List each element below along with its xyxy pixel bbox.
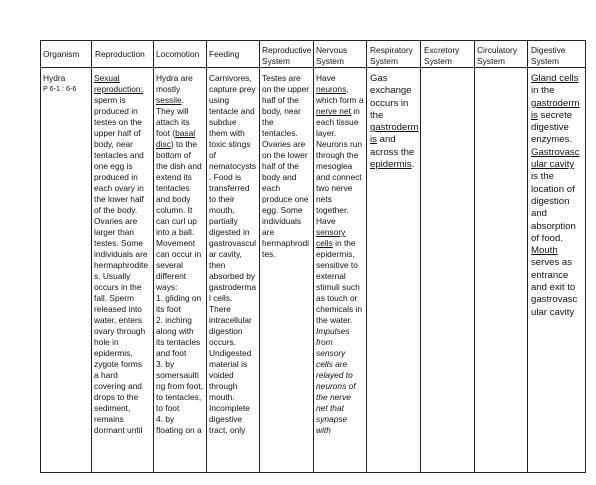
header-respiratory-system: Respiratory System — [370, 45, 413, 66]
cell-line: bottom of — [156, 150, 191, 160]
cell-line: remains — [94, 414, 124, 424]
cell-line: sensitive to — [316, 260, 358, 270]
column-divider — [585, 40, 586, 473]
cell-line: sperm is — [94, 95, 126, 105]
cell-line: Neurons run — [316, 139, 363, 149]
cell-line: the dish and — [156, 161, 202, 171]
cell-line: neurons, — [316, 84, 349, 94]
cell-line: one egg is — [94, 161, 133, 171]
cell-line: nets — [316, 194, 332, 204]
cell-line: stimuli such — [316, 282, 360, 292]
cell-line: through — [209, 381, 238, 391]
cell-line: subdue — [209, 117, 237, 127]
cell-line: ar cavity, — [209, 249, 242, 259]
cell-line: each ovary in — [94, 183, 144, 193]
cell-line: Movement — [156, 238, 196, 248]
header-nervous-system: Nervous System — [316, 45, 348, 66]
header-reproductive-system: Reproductive System — [262, 45, 312, 66]
cell-line: gastroderm — [370, 122, 419, 134]
cell-line: the water. — [316, 315, 353, 325]
cell-line: 1. gliding on — [156, 293, 202, 303]
cell-line: toxic stings — [209, 139, 251, 149]
cell-line: ular cavity — [531, 306, 575, 318]
cell-line: produced in — [94, 172, 138, 182]
cell-line: layer. — [316, 128, 337, 138]
cell-line: occurs in the — [94, 282, 142, 292]
cell-line: digestive — [209, 414, 243, 424]
cell-line: cells in the — [316, 238, 356, 248]
cell-line: exchange — [370, 85, 412, 97]
cell-line: sessile. — [156, 95, 184, 105]
cell-line: as touch or — [316, 293, 358, 303]
cell-line: are — [262, 227, 275, 237]
cell-line: with — [316, 425, 331, 435]
cell-line: body, near — [94, 139, 133, 149]
cell-line: can occur in — [156, 249, 202, 259]
cell-line: Gastrovasc — [531, 146, 580, 158]
cell-line: mesoglea — [316, 161, 353, 171]
cell-line: from — [316, 337, 333, 347]
header-reproduction: Reproduction — [95, 49, 145, 59]
cell-line: through the — [316, 150, 359, 160]
cell-line: Gas — [370, 73, 388, 84]
cell-line: individuals are — [94, 249, 148, 259]
cell-line: covering and — [94, 381, 142, 391]
organism-table — [40, 40, 586, 473]
cell-line: half of the — [262, 95, 299, 105]
cell-organism — [43, 73, 76, 93]
cell-line: Ovaries are — [262, 139, 306, 149]
cell-line: is secrete — [531, 109, 573, 121]
cell-line: s. Usually — [94, 271, 131, 281]
cell-line: ular cavity — [531, 159, 575, 171]
cell-line: to foot — [156, 403, 180, 413]
cell-line: material is — [209, 359, 248, 369]
cell-line: relayed to — [316, 370, 353, 380]
cell-line: the lower half — [94, 194, 144, 204]
organism-name: Hydra — [43, 73, 66, 83]
cell-line: fall. Sperm — [94, 293, 135, 303]
cell-line: testes. Some — [94, 238, 143, 248]
cell-line: Incomplete — [209, 403, 250, 413]
header-organism: Organism — [43, 49, 80, 59]
cell-line: net that — [316, 403, 344, 413]
cell-line: mostly — [156, 84, 181, 94]
cell-line: nerve net in — [316, 106, 360, 116]
cell-line: larger than — [94, 227, 135, 237]
cell-line: epidermis, — [316, 249, 355, 259]
column-divider — [527, 40, 528, 473]
cell-line: occurs in — [370, 97, 409, 109]
cell-line: reproduction: — [94, 84, 143, 94]
cell-line: a hard — [94, 370, 118, 380]
cell-line: tract, only — [209, 425, 246, 435]
header-digestive-system: Digestive System — [531, 45, 566, 66]
cell-line: them with — [209, 128, 245, 138]
column-divider — [420, 40, 421, 473]
cell-line: zygote forms — [94, 359, 142, 369]
cell-line: produce one — [262, 194, 309, 204]
cell-line: synapse — [316, 414, 348, 424]
cell-line: digestion — [531, 195, 570, 207]
cell-line: chemicals in — [316, 304, 363, 314]
cell-line: enzymes. — [531, 134, 573, 146]
cell-line: digestion — [209, 326, 243, 336]
cell-line: 4. by — [156, 414, 175, 424]
cell-line: tentacles and — [94, 150, 144, 160]
header-locomotion: Locomotion — [156, 49, 200, 59]
cell-line: disc) to the — [156, 139, 197, 149]
cell-line: upper half of — [94, 128, 141, 138]
cell-line: hermaphrodi — [262, 238, 310, 248]
cell-line: of food. — [531, 232, 564, 244]
cell-line: intracellular — [209, 315, 252, 325]
cell-line: Undigested — [209, 348, 252, 358]
cell-line: They will — [156, 106, 189, 116]
cell-reproduction — [94, 73, 148, 436]
cell-line: two nerve — [316, 183, 353, 193]
cell-line: digested in — [209, 227, 250, 237]
cell-line: Gland cells — [531, 73, 579, 84]
cell-line: in the — [531, 85, 555, 97]
cell-line: body, near — [262, 106, 301, 116]
cell-locomotion — [156, 73, 203, 436]
cell-line: testes on the — [94, 117, 142, 127]
cell-line: together. — [316, 205, 349, 215]
cell-line: l cells. — [209, 293, 233, 303]
page-reference: P 6-1 : 6-6 — [43, 84, 77, 93]
cell-line: column. It — [156, 205, 193, 215]
cell-line: its foot — [156, 304, 181, 314]
cell-line: hermaphrodite — [94, 260, 149, 270]
cell-line: tentacles — [156, 183, 190, 193]
cell-line: and — [531, 208, 548, 220]
cell-line: Sexual — [94, 73, 120, 83]
cell-line: using — [209, 95, 230, 105]
header-excretory-system: Excretory System — [424, 45, 460, 66]
cell-line: digestive — [531, 122, 569, 134]
cell-line: transferred — [209, 183, 250, 193]
header-circulatory-system: Circulatory System — [477, 45, 518, 66]
cell-line: then — [209, 260, 226, 270]
cell-line: body and — [262, 172, 297, 182]
cell-line: drops to the — [94, 392, 139, 402]
cell-line: and foot — [156, 348, 187, 358]
cell-line: each tissue — [316, 117, 359, 127]
cell-line: different — [156, 271, 187, 281]
cell-line: released into — [94, 304, 142, 314]
cell-line: Carnivores, — [209, 73, 252, 83]
cell-line: which form a — [316, 95, 364, 105]
cell-line: sensory — [316, 227, 346, 237]
cell-line: and body — [156, 194, 191, 204]
cell-line: floating on a — [156, 425, 202, 435]
cell-line: can curl up — [156, 216, 197, 226]
cell-line: Testes are — [262, 73, 301, 83]
cell-line: extend its — [156, 172, 192, 182]
cell-line: individuals — [262, 216, 302, 226]
cell-reproductive-system — [262, 73, 309, 260]
cell-line: egg. Some — [262, 205, 303, 215]
cell-line: There — [209, 304, 231, 314]
cell-line: hole in — [94, 337, 119, 347]
cell-line: gastroderma — [209, 282, 257, 292]
header-feeding: Feeding — [209, 49, 240, 59]
cell-line: attach its — [156, 117, 190, 127]
cell-line: Impulses — [316, 326, 350, 336]
column-divider — [474, 40, 475, 473]
cell-line: location of — [531, 183, 575, 195]
cell-line: tes. — [262, 249, 276, 259]
cell-line: epidermis, — [94, 348, 133, 358]
cell-line: on the upper — [262, 84, 310, 94]
cell-line: along with — [156, 326, 194, 336]
cell-line: and exit to — [531, 282, 576, 294]
cell-line: capture prey — [209, 84, 256, 94]
column-divider — [91, 40, 92, 473]
cell-line: gastrovascul — [209, 238, 257, 248]
cell-line: foot (basal — [156, 128, 196, 138]
cell-line: ways: — [156, 282, 178, 292]
cell-line: into a ball. — [156, 227, 195, 237]
cell-line: Have — [316, 73, 336, 83]
cell-line: across the — [370, 146, 415, 158]
cell-line: several — [156, 260, 183, 270]
cell-line: epidermis. — [370, 159, 415, 171]
cell-line: Ovaries are — [94, 216, 138, 226]
column-divider — [366, 40, 367, 473]
column-divider — [40, 40, 41, 473]
cell-line: the nerve — [316, 392, 351, 402]
cell-line: entrance — [531, 269, 569, 281]
cell-line: 3. by — [156, 359, 175, 369]
cell-line: to tentacles, — [156, 392, 202, 402]
cell-line: sensory — [316, 348, 346, 358]
cell-line: produced in — [94, 106, 138, 116]
cell-feeding — [209, 73, 256, 436]
cell-line: gastrovasc — [531, 294, 578, 306]
cell-line: ovary through — [94, 326, 146, 336]
cell-line: the — [262, 117, 274, 127]
cell-line: on the lower — [262, 150, 308, 160]
cell-line: water, enters — [94, 315, 142, 325]
cell-line: half of the — [262, 161, 299, 171]
column-divider — [153, 40, 154, 473]
cell-line: serves as — [531, 257, 573, 269]
cell-line: neurons of — [316, 381, 356, 391]
cell-digestive-system — [531, 73, 580, 319]
cell-line: partially — [209, 216, 238, 226]
cell-line: is and — [370, 134, 396, 146]
column-divider — [259, 40, 260, 473]
cell-line: voided — [209, 370, 234, 380]
cell-line: dormant until — [94, 425, 143, 435]
cell-line: somersaulti — [156, 370, 199, 380]
cell-line: to their — [209, 194, 235, 204]
column-divider — [313, 40, 314, 473]
cell-line: cells are — [316, 359, 348, 369]
cell-line: nematocysts — [209, 161, 257, 171]
cell-line: gastroderm — [531, 97, 580, 109]
cell-line: absorption — [531, 220, 576, 232]
cell-line: tentacles. — [262, 128, 298, 138]
cell-line: of — [209, 150, 216, 160]
cell-line: mouth, — [209, 205, 235, 215]
cell-line: occurs. — [209, 337, 236, 347]
cell-nervous-system — [316, 73, 363, 436]
cell-line: . Food is — [209, 172, 242, 182]
cell-line: tentacle and — [209, 106, 255, 116]
cell-line: Hydra are — [156, 73, 193, 83]
cell-line: of the body. — [94, 205, 138, 215]
cell-line: each — [262, 183, 281, 193]
cell-respiratory-system — [370, 73, 419, 171]
cell-line: sediment, — [94, 403, 131, 413]
cell-line: 2. inching — [156, 315, 192, 325]
cell-line: is the — [531, 171, 554, 183]
column-divider — [206, 40, 207, 473]
cell-line: its tentacles — [156, 337, 201, 347]
cell-line: external — [316, 271, 346, 281]
cell-line: mouth. — [209, 392, 235, 402]
cell-line: ng from foot, — [156, 381, 204, 391]
cell-line: the — [370, 109, 384, 121]
cell-line: absorbed by — [209, 271, 256, 281]
cell-line: Have — [316, 216, 336, 226]
cell-line: and connect — [316, 172, 362, 182]
cell-line: Mouth — [531, 245, 558, 257]
